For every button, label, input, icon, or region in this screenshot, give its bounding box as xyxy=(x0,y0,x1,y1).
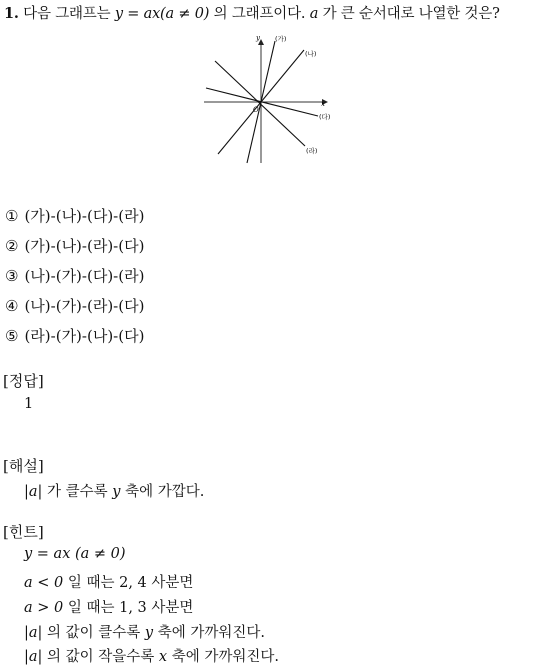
choice-4-mark: ④ xyxy=(5,297,19,315)
choice-5[interactable] xyxy=(5,325,144,346)
choice-1-mark: ① xyxy=(5,207,19,225)
hint-line-3-text: 일 때는 1, 3 사분면 xyxy=(67,600,194,616)
question-text-before: 다음 그래프는 xyxy=(23,6,111,22)
choice-2[interactable] xyxy=(5,235,144,256)
choice-2-mark: ② xyxy=(5,237,19,255)
explanation-text2: 축에 가깝다. xyxy=(125,484,205,500)
hint-line-5-text2: 축에 가까워진다. xyxy=(171,649,279,665)
answer-value: 1 xyxy=(24,396,34,412)
line-ra xyxy=(215,61,305,146)
question-text-mid: 의 그래프이다. xyxy=(213,6,306,22)
line-label-ra: (라) xyxy=(306,147,318,155)
choice-2-text: (가)-(나)-(라)-(다) xyxy=(24,237,145,255)
hint-line-2-text: 일 때는 2, 4 사분면 xyxy=(67,575,194,591)
choice-3-text: (나)-(가)-(다)-(라) xyxy=(24,267,145,285)
explanation-var-y: y xyxy=(112,484,121,500)
question-text-after: 가 큰 순서대로 나열한 것은? xyxy=(322,6,500,22)
explanation-abs-a: |a| xyxy=(24,484,43,500)
question-equation: y = ax(a ≠ 0) xyxy=(114,6,210,22)
hint-heading: [힌트] xyxy=(3,523,44,541)
hint-line-3-math: a > 0 xyxy=(24,600,64,616)
hint-line-5-abs: |a| xyxy=(24,649,43,665)
line-label-na: (나) xyxy=(305,50,317,58)
hint-line-5-var: x xyxy=(158,649,168,665)
hint-line-4 xyxy=(24,621,265,642)
choice-1-text: (가)-(나)-(다)-(라) xyxy=(24,207,145,225)
hint-line-4-var: y xyxy=(144,625,154,641)
linear-functions-graph xyxy=(200,32,335,164)
line-label-ga: (가) xyxy=(275,35,287,43)
question-number: 1. xyxy=(4,5,19,22)
choice-5-text: (라)-(가)-(나)-(다) xyxy=(24,327,145,345)
origin-label: O xyxy=(253,106,259,114)
answer-heading: [정답] xyxy=(3,372,44,390)
y-axis-label: y xyxy=(256,34,260,42)
hint-line-5-text1: 의 값이 작을수록 xyxy=(47,649,155,665)
hint-line-1 xyxy=(24,546,126,562)
hint-line-4-text2: 축에 가까워진다. xyxy=(157,625,265,641)
hint-line-4-abs: |a| xyxy=(24,625,43,641)
question-var-a: a xyxy=(309,6,319,22)
line-label-da: (다) xyxy=(319,113,331,121)
explanation-heading: [해설] xyxy=(3,457,44,475)
explanation-text xyxy=(24,480,204,501)
choice-3-mark: ③ xyxy=(5,267,19,285)
question-text xyxy=(4,2,500,23)
hint-line-1-math: y = ax (a ≠ 0) xyxy=(24,546,126,562)
x-axis-label: x xyxy=(321,100,325,108)
hint-line-2 xyxy=(24,571,193,592)
hint-line-3 xyxy=(24,596,193,617)
explanation-text1: 가 클수록 xyxy=(47,484,108,500)
choice-4[interactable] xyxy=(5,295,144,316)
choice-1[interactable] xyxy=(5,205,144,226)
hint-line-2-math: a < 0 xyxy=(24,575,64,591)
hint-line-4-text1: 의 값이 클수록 xyxy=(47,625,141,641)
choice-3[interactable] xyxy=(5,265,144,286)
choice-5-mark: ⑤ xyxy=(5,327,19,345)
choice-4-text: (나)-(가)-(라)-(다) xyxy=(24,297,145,315)
